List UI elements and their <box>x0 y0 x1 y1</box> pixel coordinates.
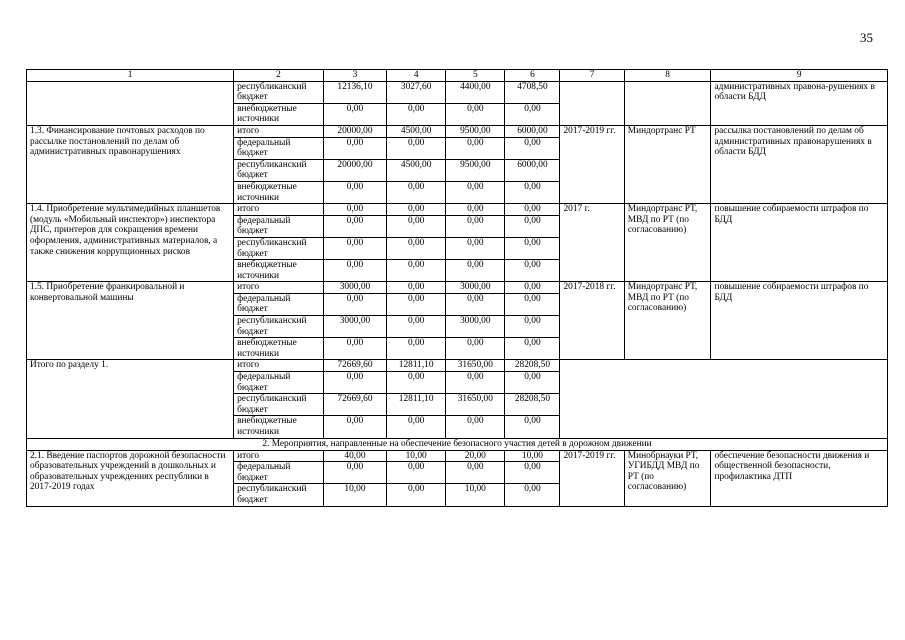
value-cell: 0,00 <box>323 237 386 259</box>
column-header: 1 <box>27 70 234 82</box>
value-cell: 4500,00 <box>387 159 446 181</box>
measure-name: 1.4. Приобретение мультимедийных планшетов (модуль «Мобильный инспектор») инспектора ДПС, принтеров для сокращения времени оформления, административных материалов, а также снижения коррупционных рисков <box>27 204 234 282</box>
empty-cell <box>560 360 888 438</box>
value-cell: 72669,60 <box>323 360 386 372</box>
value-cell: 40,00 <box>323 450 386 462</box>
source-cell: республиканский бюджет <box>234 394 324 416</box>
value-cell: 0,00 <box>387 293 446 315</box>
result-cell: рассылка постановлений по делам об административных правонарушениях в области БДД <box>711 125 888 203</box>
value-cell: 9500,00 <box>446 159 505 181</box>
source-cell: республиканский бюджет <box>234 484 324 506</box>
value-cell: 72669,60 <box>323 394 386 416</box>
section-title: 2. Мероприятия, направленные на обеспечение безопасного участия детей в дорожном движении <box>27 438 888 450</box>
value-cell: 0,00 <box>446 204 505 216</box>
value-cell: 0,00 <box>387 204 446 216</box>
value-cell: 0,00 <box>446 215 505 237</box>
column-header: 8 <box>624 70 711 82</box>
source-cell: федеральный бюджет <box>234 215 324 237</box>
table-row <box>27 81 888 103</box>
value-cell: 0,00 <box>387 260 446 282</box>
value-cell: 0,00 <box>505 338 560 360</box>
value-cell: 0,00 <box>505 316 560 338</box>
value-cell: 3000,00 <box>446 316 505 338</box>
value-cell: 0,00 <box>387 237 446 259</box>
value-cell: 0,00 <box>505 204 560 216</box>
table-row <box>27 204 888 216</box>
value-cell: 10,00 <box>446 484 505 506</box>
value-cell: 0,00 <box>387 316 446 338</box>
source-cell: республиканский бюджет <box>234 237 324 259</box>
page-number: 35 <box>860 30 873 45</box>
column-header: 7 <box>560 70 624 82</box>
value-cell: 0,00 <box>387 338 446 360</box>
value-cell: 0,00 <box>323 372 386 394</box>
value-cell: 0,00 <box>387 137 446 159</box>
table-row <box>27 282 888 294</box>
executor-cell: Минобрнауки РТ, УГИБДД МВД по РТ (по согласованию) <box>624 450 711 506</box>
measure-name <box>27 81 234 125</box>
section-row <box>27 438 888 450</box>
value-cell: 31650,00 <box>446 394 505 416</box>
source-cell: федеральный бюджет <box>234 293 324 315</box>
measure-name: 1.5. Приобретение франкировальной и конвертовальной машины <box>27 282 234 360</box>
value-cell: 0,00 <box>323 204 386 216</box>
value-cell: 0,00 <box>323 215 386 237</box>
period-cell: 2017-2019 гг. <box>560 125 624 203</box>
executor-cell <box>624 81 711 125</box>
value-cell: 0,00 <box>323 181 386 203</box>
value-cell: 0,00 <box>505 293 560 315</box>
value-cell: 0,00 <box>446 181 505 203</box>
value-cell: 10,00 <box>323 484 386 506</box>
value-cell: 0,00 <box>387 484 446 506</box>
value-cell: 28208,50 <box>505 394 560 416</box>
period-cell: 2017-2019 гг. <box>560 450 624 506</box>
value-cell: 10,00 <box>505 450 560 462</box>
period-cell: 2017 г. <box>560 204 624 282</box>
value-cell: 3000,00 <box>446 282 505 294</box>
source-cell: итого <box>234 204 324 216</box>
executor-cell: Миндортранс РТ, МВД по РТ (по согласованию) <box>624 282 711 360</box>
source-cell: итого <box>234 282 324 294</box>
source-cell: итого <box>234 450 324 462</box>
value-cell: 12811,10 <box>387 360 446 372</box>
value-cell: 0,00 <box>505 237 560 259</box>
source-cell: республиканский бюджет <box>234 316 324 338</box>
value-cell: 0,00 <box>323 462 386 484</box>
source-cell: внебюджетные источники <box>234 260 324 282</box>
value-cell: 0,00 <box>446 103 505 125</box>
source-cell: республиканский бюджет <box>234 159 324 181</box>
value-cell: 28208,50 <box>505 360 560 372</box>
source-cell: внебюджетные источники <box>234 103 324 125</box>
value-cell: 0,00 <box>446 462 505 484</box>
value-cell: 0,00 <box>387 462 446 484</box>
source-cell: федеральный бюджет <box>234 137 324 159</box>
value-cell: 0,00 <box>505 103 560 125</box>
value-cell: 3027,60 <box>387 81 446 103</box>
value-cell: 20000,00 <box>323 125 386 137</box>
executor-cell: Миндортранс РТ <box>624 125 711 203</box>
value-cell: 0,00 <box>446 260 505 282</box>
budget-table <box>26 69 888 507</box>
column-header: 5 <box>446 70 505 82</box>
value-cell: 0,00 <box>446 137 505 159</box>
table-row <box>27 360 888 372</box>
value-cell: 0,00 <box>446 293 505 315</box>
value-cell: 0,00 <box>387 372 446 394</box>
value-cell: 4500,00 <box>387 125 446 137</box>
value-cell: 0,00 <box>505 215 560 237</box>
period-cell: 2017-2018 гг. <box>560 282 624 360</box>
value-cell: 0,00 <box>387 103 446 125</box>
table-row <box>27 450 888 462</box>
value-cell: 4400,00 <box>446 81 505 103</box>
measure-name: 2.1. Введение паспортов дорожной безопасности образовательных учреждений в дошкольных и образовательных учреждениях республики в 2017-2019 годах <box>27 450 234 506</box>
source-cell: федеральный бюджет <box>234 462 324 484</box>
total-label: Итого по разделу 1. <box>27 360 234 438</box>
value-cell: 0,00 <box>323 137 386 159</box>
value-cell: 0,00 <box>505 260 560 282</box>
source-cell: внебюджетные источники <box>234 416 324 438</box>
source-cell: федеральный бюджет <box>234 372 324 394</box>
value-cell: 0,00 <box>505 462 560 484</box>
value-cell: 6000,00 <box>505 159 560 181</box>
result-cell: обеспечение безопасности движения и общественной безопасности, профилактика ДТП <box>711 450 888 506</box>
value-cell: 0,00 <box>387 416 446 438</box>
value-cell: 0,00 <box>505 137 560 159</box>
column-header: 6 <box>505 70 560 82</box>
value-cell: 0,00 <box>446 372 505 394</box>
value-cell: 12136,10 <box>323 81 386 103</box>
value-cell: 3000,00 <box>323 316 386 338</box>
measure-name: 1.3. Финансирование почтовых расходов по рассылке постановлений по делам об административных правонарушениях <box>27 125 234 203</box>
value-cell: 0,00 <box>387 181 446 203</box>
value-cell: 0,00 <box>505 181 560 203</box>
value-cell: 0,00 <box>446 338 505 360</box>
value-cell: 3000,00 <box>323 282 386 294</box>
value-cell: 10,00 <box>387 450 446 462</box>
source-cell: республиканский бюджет <box>234 81 324 103</box>
value-cell: 0,00 <box>323 293 386 315</box>
value-cell: 0,00 <box>323 260 386 282</box>
result-cell: повышение собираемости штрафов по БДД <box>711 204 888 282</box>
value-cell: 0,00 <box>323 103 386 125</box>
value-cell: 0,00 <box>505 372 560 394</box>
value-cell: 0,00 <box>446 416 505 438</box>
source-cell: итого <box>234 360 324 372</box>
header-row <box>27 70 888 82</box>
value-cell: 12811,10 <box>387 394 446 416</box>
executor-cell: Миндортранс РТ, МВД по РТ (по согласованию) <box>624 204 711 282</box>
value-cell: 0,00 <box>505 484 560 506</box>
result-cell: повышение собираемости штрафов по БДД <box>711 282 888 360</box>
column-header: 3 <box>323 70 386 82</box>
value-cell: 0,00 <box>323 338 386 360</box>
source-cell: итого <box>234 125 324 137</box>
column-header: 2 <box>234 70 324 82</box>
value-cell: 0,00 <box>387 215 446 237</box>
column-header: 9 <box>711 70 888 82</box>
result-cell: административных правона-рушениях в области БДД <box>711 81 888 125</box>
column-header: 4 <box>387 70 446 82</box>
value-cell: 20,00 <box>446 450 505 462</box>
value-cell: 6000,00 <box>505 125 560 137</box>
source-cell: внебюджетные источники <box>234 181 324 203</box>
value-cell: 0,00 <box>323 416 386 438</box>
value-cell: 0,00 <box>446 237 505 259</box>
value-cell: 31650,00 <box>446 360 505 372</box>
table-row <box>27 125 888 137</box>
value-cell: 0,00 <box>505 282 560 294</box>
period-cell <box>560 81 624 125</box>
source-cell: внебюджетные источники <box>234 338 324 360</box>
value-cell: 0,00 <box>387 282 446 294</box>
value-cell: 4708,50 <box>505 81 560 103</box>
value-cell: 20000,00 <box>323 159 386 181</box>
value-cell: 0,00 <box>505 416 560 438</box>
value-cell: 9500,00 <box>446 125 505 137</box>
